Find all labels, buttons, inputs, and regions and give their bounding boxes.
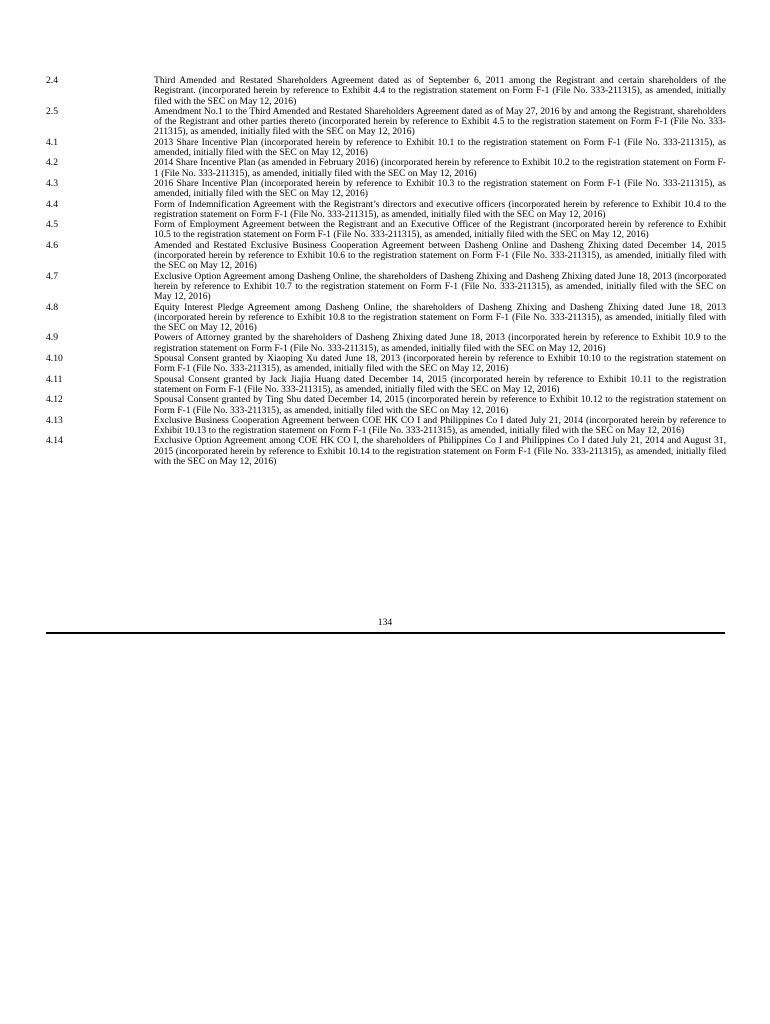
exhibit-number: 4.4 — [46, 198, 58, 210]
exhibit-row — [46, 375, 726, 396]
exhibit-description: 2014 Share Incentive Plan (as amended in February 2016) (incorporated herein by reference to Exhibit 10.2 to the registration statement on Form F-1 (File No. 333-211315), as amended, initially filed with the SEC on May 12, 2016) — [154, 157, 726, 179]
exhibit-row — [46, 436, 726, 467]
exhibit-row — [46, 395, 726, 416]
exhibit-index-table — [46, 76, 726, 467]
exhibit-number: 4.14 — [46, 435, 63, 447]
exhibit-description: 2013 Share Incentive Plan (incorporated herein by reference to Exhibit 10.1 to the registration statement on Form F-1 (File No. 333-211315), as amended, initially filed with the SEC on May 12, 2016) — [154, 136, 726, 159]
exhibit-number: 4.8 — [46, 301, 58, 313]
exhibit-description: Form of Indemnification Agreement with the Registrant’s directors and executive officers (incorporated herein by reference to Exhibit 10.4 to the registration statement on Form F-1 (File No. 333-211315), as amended, initially filed with the SEC on May 12, 2016) — [154, 198, 726, 220]
exhibit-description: Spousal Consent granted by Xiaoping Xu dated June 18, 2013 (incorporated herein by reference to Exhibit 10.10 to the registration statement on Form F-1 (File No. 333-211315), as amended, initially filed with the SEC on May 12, 2016) — [154, 353, 726, 375]
exhibit-number: 2.4 — [46, 75, 58, 86]
exhibit-number: 4.2 — [46, 157, 58, 169]
exhibit-row — [46, 138, 726, 159]
exhibit-row — [46, 76, 726, 107]
exhibit-number: 4.3 — [46, 177, 58, 189]
exhibit-number: 4.1 — [46, 136, 58, 148]
exhibit-number: 4.13 — [46, 414, 63, 426]
exhibit-row — [46, 220, 726, 241]
exhibit-row — [46, 200, 726, 221]
exhibit-row — [46, 354, 726, 375]
exhibit-description: Powers of Attorney granted by the shareholders of Dasheng Zhixing dated June 18, 2013 (incorporated herein by reference to Exhibit 10.9 to the registration statement on Form F-1 (File No. 333-211315), as amended, initially filed with the SEC on May 12, 2016) — [154, 332, 726, 354]
exhibit-description: Equity Interest Pledge Agreement among Dasheng Online, the shareholders of Dasheng Zhixing and Dasheng Zhixing dated June 18, 2013 (incorporated herein by reference to Exhibit 10.8 to the registration statement on Form F-1 (File No. 333-211315), as amended, initially filed with the SEC on May 12, 2016) — [154, 301, 726, 334]
exhibit-number: 4.9 — [46, 332, 58, 344]
exhibit-number: 4.5 — [46, 219, 58, 231]
exhibit-number: 4.11 — [46, 373, 63, 385]
exhibit-number: 4.12 — [46, 394, 63, 406]
exhibit-description: Amendment No.1 to the Third Amended and Restated Shareholders Agreement dated as of May 27, 2016 by and among the Registrant, shareholders of the Registrant and other parties thereto (incorporated herein by reference to Exhibit 4.5 to the registration statement on Form F-1 (File No. 333-211315), as amended, initially filed with the SEC on May 12, 2016) — [154, 105, 726, 138]
page-divider-rule — [46, 632, 725, 634]
exhibit-description: 2016 Share Incentive Plan (incorporated herein by reference to Exhibit 10.3 to the registration statement on Form F-1 (File No. 333-211315), as amended, initially filed with the SEC on May 12, 2016) — [154, 177, 726, 200]
exhibit-description: Form of Employment Agreement between the Registrant and an Executive Officer of the Registrant (incorporated herein by reference to Exhibit 10.5 to the registration statement on Form F-1 (File No. 333-211315), as amended, initially filed with the SEC on May 12, 2016) — [154, 219, 726, 241]
exhibit-row — [46, 333, 726, 354]
exhibit-number: 2.5 — [46, 105, 58, 117]
exhibit-description: Exclusive Option Agreement among Dasheng Online, the shareholders of Dasheng Zhixing and Dasheng Zhixing dated June 18, 2013 (incorporated herein by reference to Exhibit 10.7 to the registration statement on Form F-1 (File No. 333-211315), as amended, initially filed with the SEC on May 12, 2016) — [154, 270, 726, 303]
exhibit-row — [46, 179, 726, 200]
exhibit-description: Exclusive Option Agreement among COE HK CO I, the shareholders of Philippines Co I and Philippines Co I dated July 21, 2014 and August 31, 2015 (incorporated herein by reference to Exhibit 10.14 to the registration statement on Form F-1 (File No. 333-211315), as amended, initially filed with the SEC on May 12, 2016) — [154, 435, 726, 467]
exhibit-number: 4.10 — [46, 353, 63, 365]
exhibit-number: 4.7 — [46, 270, 58, 282]
exhibit-description: Amended and Restated Exclusive Business Cooperation Agreement between Dasheng Online and Dasheng Zhixing dated December 14, 2015 (incorporated herein by reference to Exhibit 10.6 to the registration statement on Form F-1 (File No. 333-211315), as amended, initially filed with the SEC on May 12, 2016) — [154, 239, 726, 272]
exhibit-description: Spousal Consent granted by Jack Jiajia Huang dated December 14, 2015 (incorporated herein by reference to Exhibit 10.11 to the registration statement on Form F-1 (File No. 333-211315), as amended, initially filed with the SEC on May 12, 2016) — [154, 373, 726, 395]
exhibit-row — [46, 241, 726, 272]
exhibit-description: Exclusive Business Cooperation Agreement between COE HK CO I and Philippines Co I dated July 21, 2014 (incorporated herein by reference to Exhibit 10.13 to the registration statement on Form F-1 (File No. 333-211315), as amended, initially filed with the SEC on May 12, 2016) — [154, 414, 726, 437]
exhibit-row — [46, 107, 726, 138]
exhibit-row — [46, 416, 726, 437]
exhibit-number: 4.6 — [46, 239, 58, 251]
page-number: 134 — [377, 617, 393, 628]
exhibit-description: Spousal Consent granted by Ting Shu dated December 14, 2015 (incorporated herein by reference to Exhibit 10.12 to the registration statement on Form F-1 (File No. 333-211315), as amended, initially filed with the SEC on May 12, 2016) — [154, 394, 726, 416]
exhibit-row — [46, 303, 726, 334]
exhibit-row — [46, 272, 726, 303]
exhibit-row — [46, 158, 726, 179]
exhibit-description: Third Amended and Restated Shareholders Agreement dated as of September 6, 2011 among the Registrant and certain shareholders of the Registrant. (incorporated herein by reference to Exhibit 4.4 to the registration statement on Form F-1 (File No. 333-211315), as amended, initially filed with the SEC on May 12, 2016) — [154, 75, 726, 107]
